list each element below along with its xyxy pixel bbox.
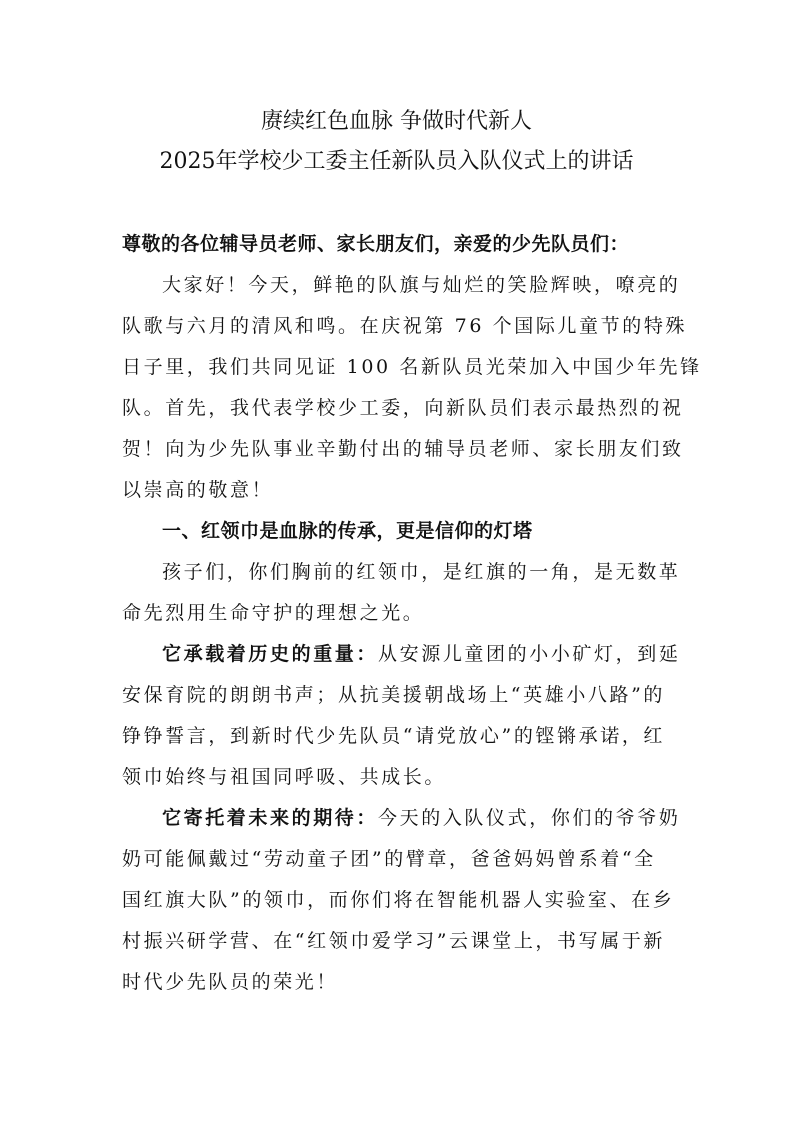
paragraph-line: 国红旗大队”的领巾，而你们将在智能机器人实验室、在乡: [122, 889, 675, 911]
paragraph-line: 奶可能佩戴过“劳动童子团”的臂章，爸爸妈妈曾系着“全: [122, 848, 656, 870]
paragraph-line: 队。首先，我代表学校少工委，向新队员们表示最热烈的祝: [122, 397, 684, 419]
paragraph-text: 从安源儿童团的小小矿灯，到延: [378, 643, 681, 665]
paragraph-line: 领巾始终与祖国同呼吸、共成长。: [122, 766, 447, 788]
paragraph-text: 今天的入队仪式，你们的爷爷奶: [378, 807, 681, 829]
document-body: [122, 228, 702, 1007]
paragraph-line: 命先烈用生命守护的理想之光。: [122, 602, 425, 624]
paragraph-line: [122, 638, 681, 679]
paragraph-line: 时代少先队员的荣光！: [122, 971, 339, 993]
paragraph-line: 日子里，我们共同见证 100 名新队员光荣加入中国少年先锋: [122, 356, 702, 378]
paragraph-lead: 它承载着历史的重量：: [162, 643, 379, 665]
salutation: 尊敬的各位辅导员老师、家长朋友们，亲爱的少先队员们：: [122, 233, 630, 255]
paragraph-line: 以崇高的敬意！: [122, 479, 274, 501]
paragraph-line: 村振兴研学营、在“红领巾爱学习”云课堂上，书写属于新: [122, 930, 666, 952]
paragraph-line: [122, 802, 681, 843]
section-heading: 一、红领巾是血脉的传承，更是信仰的灯塔: [162, 520, 533, 542]
document-title: 赓续红色血脉 争做时代新人: [261, 109, 532, 134]
paragraph-line: 队歌与六月的清风和鸣。在庆祝第 76 个国际儿童节的特殊: [122, 315, 688, 337]
paragraph-line: 铮铮誓言，到新时代少先队员“请党放心”的铿锵承诺，红: [122, 725, 666, 747]
paragraph-line: 大家好！今天，鲜艳的队旗与灿烂的笑脸辉映，嘹亮的: [162, 274, 681, 296]
paragraph-line: 安保育院的朗朗书声；从抗美援朝战场上“英雄小八路”的: [122, 684, 666, 706]
paragraph-line: 贺！向为少先队事业辛勤付出的辅导员老师、家长朋友们致: [122, 438, 684, 460]
paragraph-lead: 它寄托着未来的期待：: [162, 807, 379, 829]
document-subtitle: 2025年学校少工委主任新队员入队仪式上的讲话: [159, 149, 634, 174]
paragraph-line: 孩子们，你们胸前的红领巾，是红旗的一角，是无数革: [162, 561, 681, 583]
